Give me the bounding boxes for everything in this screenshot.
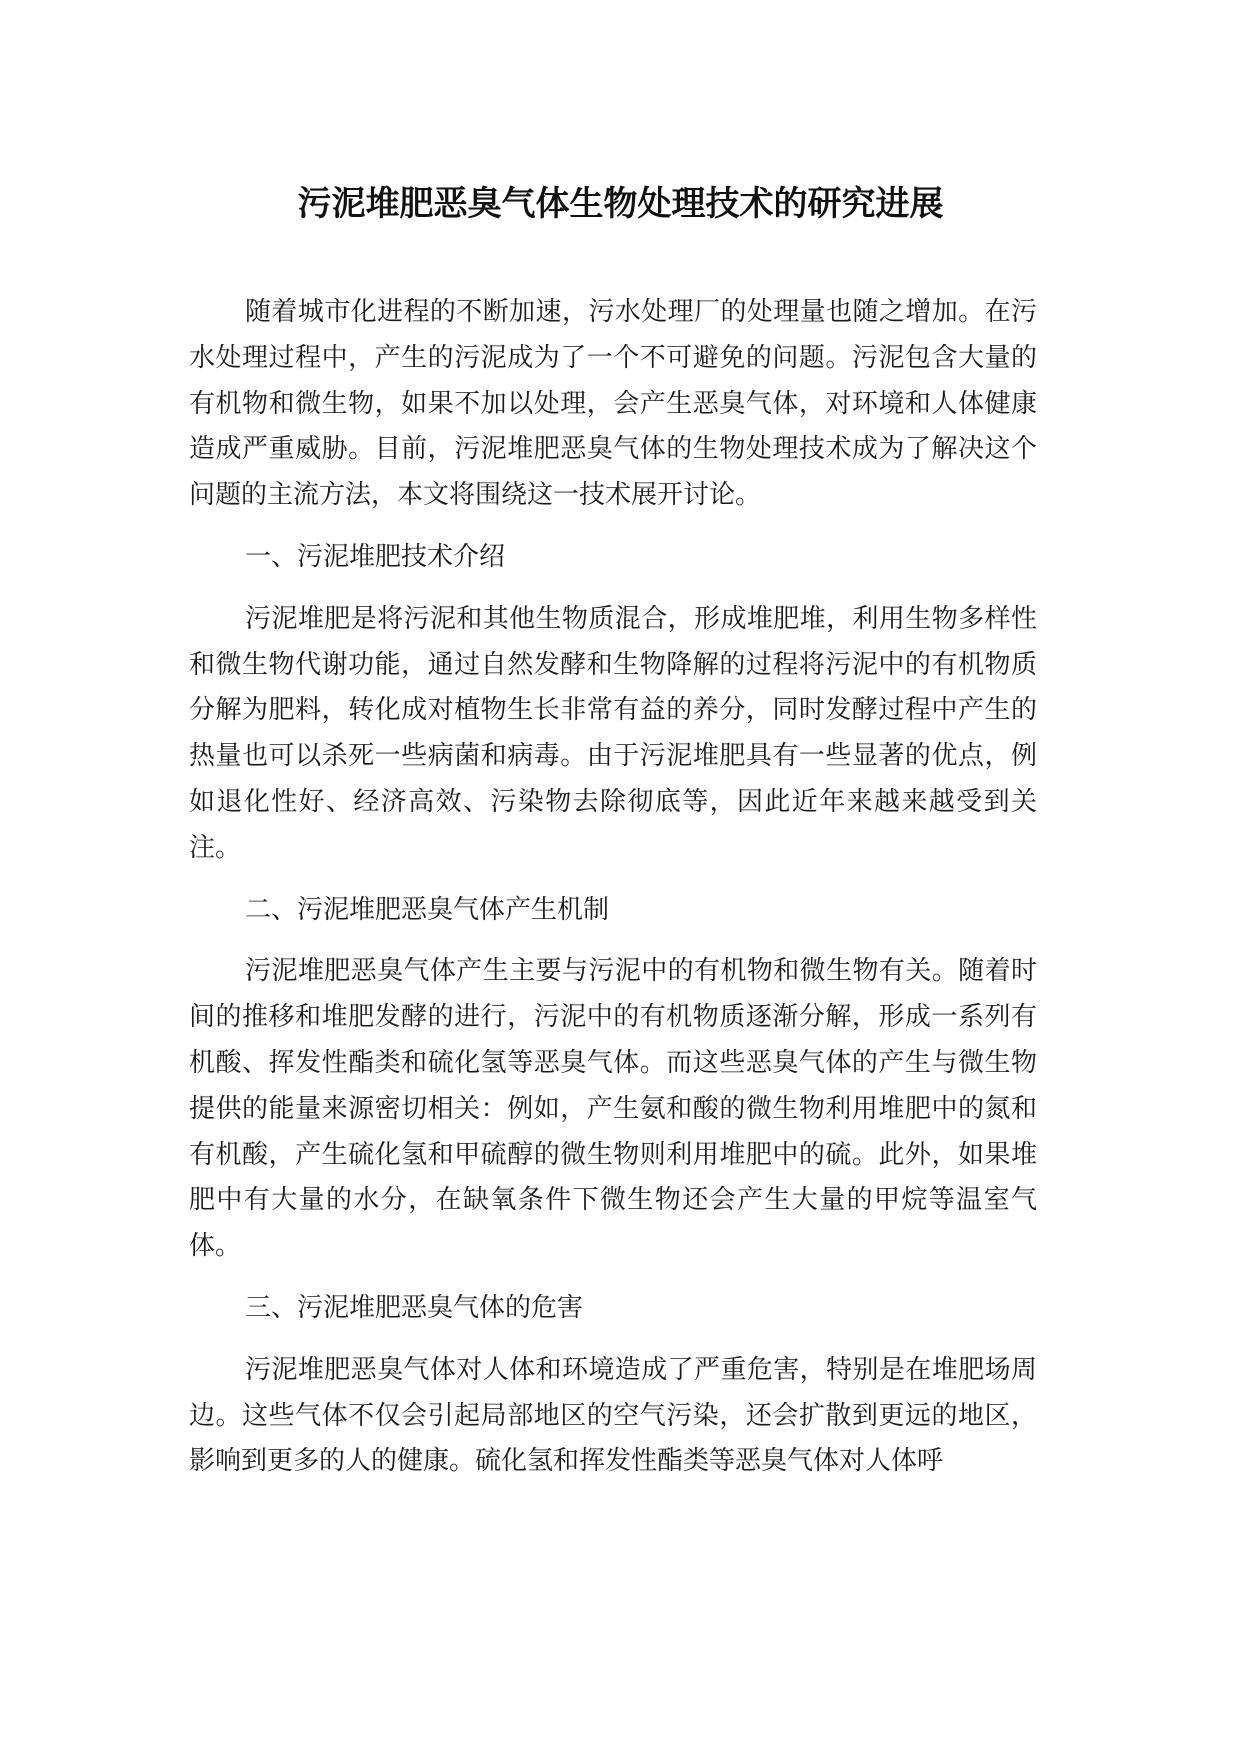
section-paragraph-2: 污泥堆肥恶臭气体产生主要与污泥中的有机物和微生物有关。随着时间的推移和堆肥发酵的进行，污泥中的有机物质逐渐分解，形成一系列有机酸、挥发性酯类和硫化氢等恶臭气体。而这些恶臭气体的产生与微生物提供的能量来源密切相关：例如，产生氨和酸的微生物利用堆肥中的氮和有机酸，产生硫化氢和甲硫醇的微生物则利用堆肥中的硫。此外，如果堆肥中有大量的水分，在缺氧条件下微生物还会产生大量的甲烷等温室气体。 <box>189 956 1037 1262</box>
spacer <box>189 519 1037 535</box>
spacer <box>189 933 1037 949</box>
section-heading-1: 一、污泥堆肥技术介绍 <box>245 541 506 572</box>
spacer <box>189 872 1037 888</box>
section-paragraph-1: 污泥堆肥是将污泥和其他生物质混合，形成堆肥堆，利用生物多样性和微生物代谢功能，通过自然发酵和生物降解的过程将污泥中的有机物质分解为肥料，转化成对植物生长非常有益的养分，同时发酵过程中产生的热量也可以杀死一些病菌和病毒。由于污泥堆肥具有一些显著的优点，例如退化性好、经济高效、污染物去除彻底等，因此近年来越来越受到关注。 <box>189 603 1037 863</box>
spacer <box>189 1332 1037 1348</box>
document-title: 污泥堆肥恶臭气体生物处理技术的研究进展 <box>297 184 944 224</box>
spacer <box>189 581 1037 597</box>
section-heading-2: 二、污泥堆肥恶臭气体产生机制 <box>245 894 610 925</box>
section-paragraph-3: 污泥堆肥恶臭气体对人体和环境造成了严重危害，特别是在堆肥场周边。这些气体不仅会引起局部地区的空气污染，还会扩散到更远的地区，影响到更多的人的健康。硫化氢和挥发性酯类等恶臭气体对人体呼 <box>189 1354 1037 1477</box>
document-body <box>189 290 1037 1485</box>
spacer <box>189 1270 1037 1286</box>
intro-paragraph: 随着城市化进程的不断加速，污水处理厂的处理量也随之增加。在污水处理过程中，产生的污泥成为了一个不可避免的问题。污泥包含大量的有机物和微生物，如果不加以处理，会产生恶臭气体，对环境和人体健康造成严重威胁。目前，污泥堆肥恶臭气体的生物处理技术成为了解决这个问题的主流方法，本文将围绕这一技术展开讨论。 <box>189 297 1037 511</box>
section-heading-3: 三、污泥堆肥恶臭气体的危害 <box>245 1292 584 1323</box>
